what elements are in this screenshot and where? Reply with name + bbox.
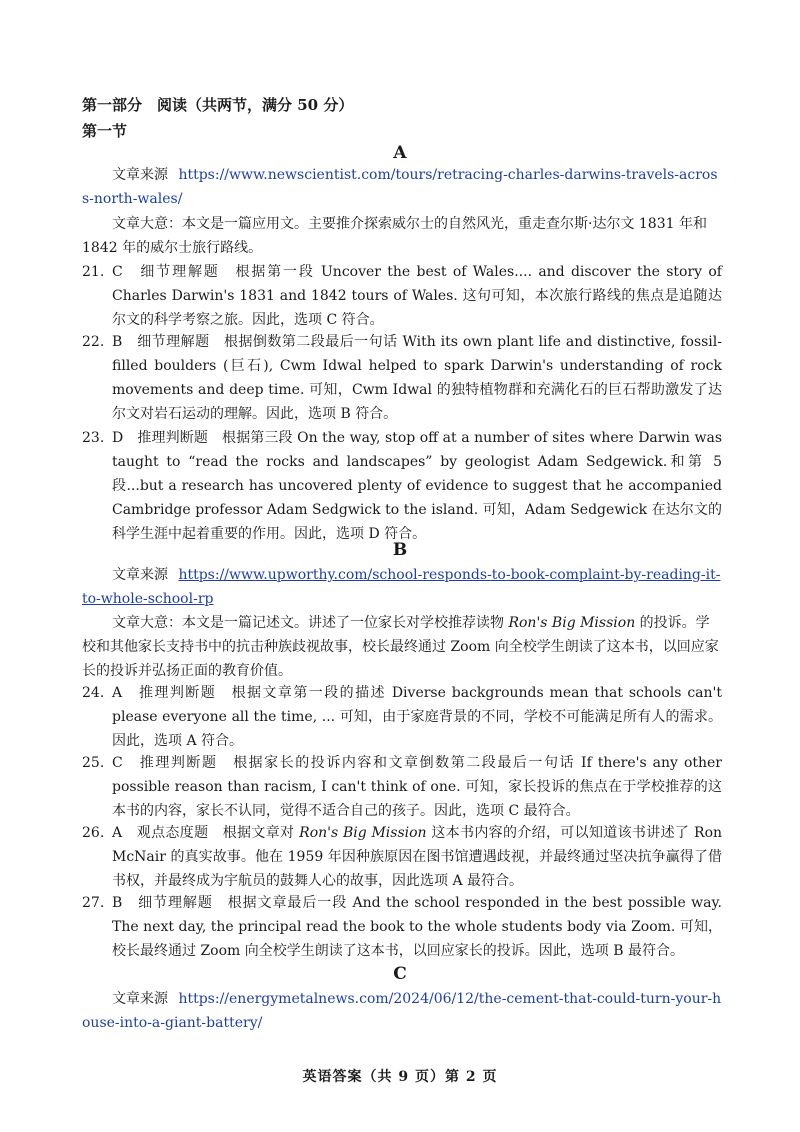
question-answer: C 推理判断题 根据家长的投诉内容和文章倒数第二段最后一句话 If there's any other possible reason than racism, I can't think of one. 可知，家长投诉的焦点在于学校推荐的这本书的内容，家长不认同，觉得不适合自己的孩子。因此，选项 C 最符合。 bbox=[112, 755, 722, 819]
source-label: 文章来源 bbox=[112, 167, 168, 183]
passage-b-source bbox=[82, 563, 722, 611]
answer-text: A 观点态度题 根据文章对 bbox=[112, 825, 300, 841]
passage-c-source-link[interactable]: https://energymetalnews.com/2024/06/12/the-cement-that-could-turn-your-house-into-a-giant-battery/ bbox=[82, 991, 722, 1031]
question-27 bbox=[82, 891, 722, 963]
summary-text: 的投诉。学校和其他家长支持书中的抗击种族歧视故事，校长最终通过 Zoom 向全校学生朗读了这本书，以回应家长的投诉并弘扬正面的教育价值。 bbox=[82, 615, 719, 679]
passage-b-source-link[interactable]: https://www.upworthy.com/school-responds-to-book-complaint-by-reading-it-to-whole-school-rp bbox=[82, 567, 721, 607]
answer-text: 这本书内容的介绍，可以知道该书讲述了 Ron McNair 的真实故事。他在 1959 年因种族原因在图书馆遭遇歧视，并最终通过坚决抗争赢得了借书权，并最终成为宇航员的鼓舞人心的故事，因此选项 A 最符合。 bbox=[112, 825, 723, 889]
question-answer: A 推理判断题 根据文章第一段的描述 Diverse backgrounds mean that schools can't please everyone all the time, ... 可知，由于家庭背景的不同，学校不可能满足所有人的需求。因此，选项 A 符合。 bbox=[112, 685, 722, 749]
passage-b-letter: B bbox=[392, 540, 408, 560]
question-23 bbox=[82, 426, 722, 546]
question-26 bbox=[82, 821, 722, 893]
question-number: 23. bbox=[82, 430, 105, 446]
question-number: 25. bbox=[82, 755, 105, 771]
question-number: 26. bbox=[82, 825, 105, 841]
question-number: 24. bbox=[82, 685, 105, 701]
section-title: 第一节 bbox=[82, 122, 128, 140]
question-22 bbox=[82, 330, 722, 426]
passage-a-summary: 文章大意：本文是一篇应用文。主要推介探索威尔士的自然风光，重走查尔斯·达尔文 1831 年和 1842 年的威尔士旅行路线。 bbox=[82, 216, 707, 256]
question-number: 22. bbox=[82, 334, 105, 350]
part-title: 第一部分 阅读（共两节，满分 50 分） bbox=[82, 96, 354, 114]
passage-a-source-link[interactable]: https://www.newscientist.com/tours/retracing-charles-darwins-travels-across-north-wales/ bbox=[82, 167, 718, 207]
source-label: 文章来源 bbox=[112, 567, 168, 583]
question-answer: C 细节理解题 根据第一段 Uncover the best of Wales.... and discover the story of Charles Darwin's 1831 and 1842 tours of Wales. 这句可知，本次旅行路线的焦点是追随达尔文的科学考察之旅。因此，选项 C 符合。 bbox=[112, 264, 722, 328]
question-24 bbox=[82, 681, 722, 753]
page-footer: 英语答案（共 9 页）第 2 页 bbox=[302, 1069, 498, 1085]
question-answer: B 细节理解题 根据倒数第二段最后一句话 With its own plant life and distinctive, fossil-filled boulders (巨石), Cwm Idwal helped to spark Darwin's understanding of rock movements and deep time. 可知，Cwm Idwal 的独特植物群和充满化石的巨石帮助激发了达尔文对岩石运动的理解。因此，选项 B 符合。 bbox=[112, 334, 722, 422]
question-answer: B 细节理解题 根据文章最后一段 And the school responded in the best possible way. The next day, the principal read the book to the whole students body via Zoom. 可知，校长最终通过 Zoom 向全校学生朗读了这本书，以回应家长的投诉。因此，选项 B 最符合。 bbox=[112, 895, 722, 959]
passage-a-source bbox=[82, 163, 722, 211]
question-number: 21. bbox=[82, 264, 105, 280]
question-answer: D 推理判断题 根据第三段 On the way, stop off at a number of sites where Darwin was taught to “read the rocks and landscapes” by geologist Adam Sedgewick.和第 5 段...but a research has uncovered plenty of evidence to suggest that he accompanied Cambridge professor Adam Sedgwick to the island. 可知，Adam Sedgewick 在达尔文的科学生涯中起着重要的作用。因此，选项 D 符合。 bbox=[112, 430, 722, 542]
summary-text: 文章大意：本文是一篇记述文。讲述了一位家长对学校推荐读物 bbox=[112, 615, 509, 631]
passage-c-letter: C bbox=[393, 964, 407, 984]
question-answer bbox=[112, 821, 722, 893]
book-title: Ron's Big Mission bbox=[508, 615, 636, 631]
passage-a-letter: A bbox=[393, 143, 407, 163]
question-25 bbox=[82, 751, 722, 823]
passage-b-summary bbox=[82, 611, 722, 683]
question-number: 27. bbox=[82, 895, 105, 911]
book-title: Ron's Big Mission bbox=[299, 825, 427, 841]
question-21 bbox=[82, 260, 722, 332]
passage-c-source bbox=[82, 987, 722, 1035]
source-label: 文章来源 bbox=[112, 991, 168, 1007]
